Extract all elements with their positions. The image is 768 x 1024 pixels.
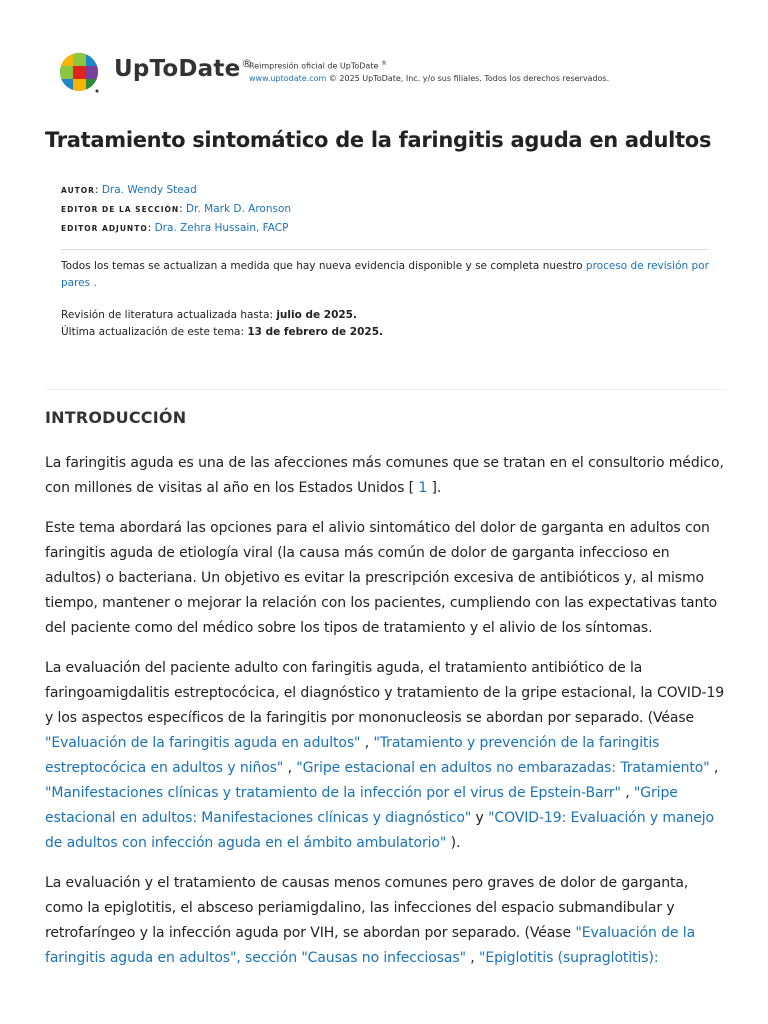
uptodate-site-link[interactable]: www.uptodate.com — [249, 73, 327, 83]
uptodate-logo-icon — [59, 52, 101, 94]
section-heading: INTRODUCCIÓN — [45, 408, 187, 427]
paragraph: Este tema abordará las opciones para el alivio sintomático del dolor de garganta en adultos con faringitis aguda de etiología viral (la causa más común de dolor de garganta infeccioso en adultos) o bacteriana. Un objetivo es evitar la prescripción excesiva de antibióticos y, al mismo tiempo, mantener o mejorar la relación con los pacientes, cumpliendo con las expectativas tanto del paciente como del médico sobre los tipos de tratamiento y el alivio de los síntomas. — [45, 520, 718, 636]
update-note: Todos los temas se actualizan a medida que hay nueva evidencia disponible y se completa nuestro proceso de revisión por pares . — [61, 260, 709, 289]
article-credits — [61, 181, 291, 238]
divider — [45, 389, 725, 390]
paragraph: La evaluación del paciente adulto con faringitis aguda, el tratamiento antibiótico de la faringoamigdalitis estreptocócica, el diagnóstico y tratamiento de la gripe estacional, la COVID-19 y los aspectos específicos de la faringitis por mononucleosis se abordan por separado. (Véase "Evaluación de la faringitis aguda en adultos" , "Tratamiento y prevención de la faringitis estreptocócica en adultos y niños" , "Gripe estacional en adultos no embarazadas: Tratamiento" , "Manifestaciones clínicas y tratamiento de la infección por el virus de Epstein-Barr" , "Gripe estacional en adultos: Manifestaciones clínicas y diagnóstico" y "COVID-19: Evaluación y manejo de adultos con infección aguda en el ámbito ambulatorio" ). — [45, 660, 725, 851]
brand-name: UpToDate® — [114, 56, 253, 82]
author-link[interactable]: Dra. Wendy Stead — [101, 184, 197, 196]
topic-link[interactable]: "Epiglotitis (supraglotitis): — [479, 950, 659, 966]
topic-link[interactable]: "Tratamiento y prevención de la faringitis estreptocócica en adultos y niños" — [45, 735, 660, 776]
page-header — [59, 52, 739, 96]
literature-review-date: Revisión de literatura actualizada hasta: julio de 2025. — [61, 309, 357, 321]
topic-link[interactable]: "Gripe estacional en adultos no embarazadas: Tratamiento" — [296, 760, 710, 776]
credit-author: AUTOR: Dra. Wendy Stead — [61, 184, 197, 196]
reference-link[interactable]: 1 — [418, 480, 428, 496]
divider — [61, 249, 709, 250]
topic-link[interactable]: "Manifestaciones clínicas y tratamiento de la infección por el virus de Epstein-Barr" — [45, 785, 621, 801]
last-update-date: Última actualización de este tema: 13 de febrero de 2025. — [61, 326, 383, 338]
credit-section-editor: EDITOR DE LA SECCIÓN: Dr. Mark D. Aronson — [61, 203, 292, 215]
peer-review-link[interactable]: proceso de revisión por pares — [61, 260, 709, 289]
reprint-notice: Reimpresión oficial de UpToDate ® www.uptodate.com © 2025 UpToDate, Inc. y/o sus filiales. Todos los derechos reservados. — [249, 60, 610, 83]
topic-link[interactable]: "Evaluación de la faringitis aguda en adultos" — [45, 735, 361, 751]
section-body — [45, 451, 725, 986]
credit-deputy-editor: EDITOR ADJUNTO: Dra. Zehra Hussain, FACP — [61, 222, 289, 234]
revision-info — [61, 307, 383, 341]
article-title: Tratamiento sintomático de la faringitis aguda en adultos — [45, 128, 712, 152]
topic-link[interactable]: "COVID-19: Evaluación y manejo de adultos con infección aguda en el ámbito ambulatorio" — [45, 810, 714, 851]
topic-link[interactable]: "Evaluación de la faringitis aguda en adultos", sección "Causas no infecciosas" — [45, 925, 696, 966]
paragraph: La evaluación y el tratamiento de causas menos comunes pero graves de dolor de garganta, como la epiglotitis, el absceso periamigdalino, las infecciones del espacio submandibular y retrofaríngeo y la infección aguda por VIH, se abordan por separado. (Véase "Evaluación de la faringitis aguda en adultos", sección "Causas no infecciosas" , "Epiglotitis (supraglotitis): — [45, 875, 696, 966]
topic-link[interactable]: "Gripe estacional en adultos: Manifestaciones clínicas y diagnóstico" — [45, 785, 678, 826]
deputy-editor-link[interactable]: Dra. Zehra Hussain, FACP — [154, 222, 289, 234]
paragraph: La faringitis aguda es una de las afecciones más comunes que se tratan en el consultorio médico, con millones de visitas al año en los Estados Unidos [ 1 ]. — [45, 455, 724, 496]
section-editor-link[interactable]: Dr. Mark D. Aronson — [186, 203, 292, 215]
